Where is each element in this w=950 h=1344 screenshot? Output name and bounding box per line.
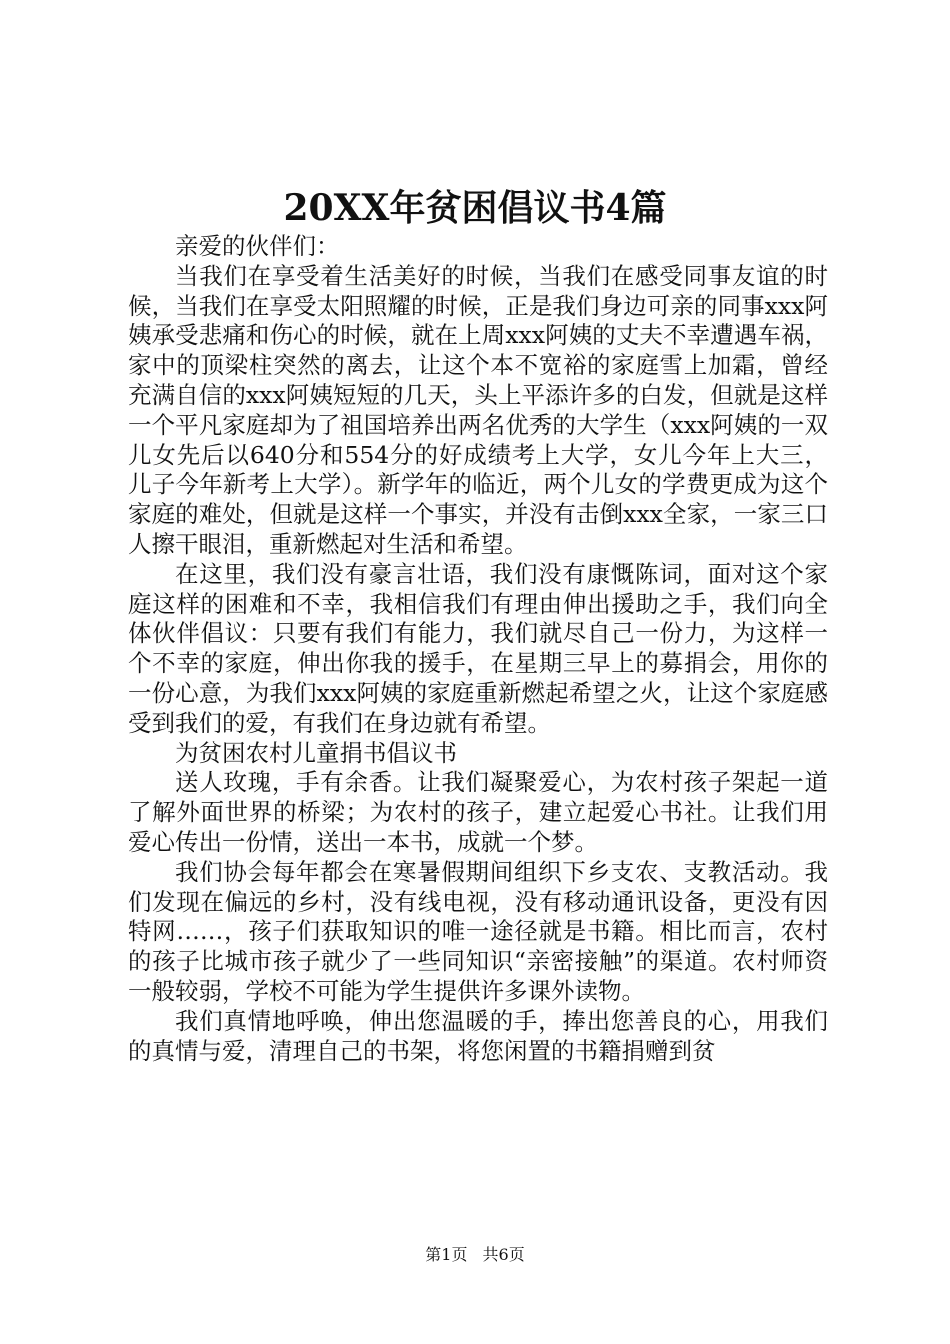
page-footer [0,1244,950,1266]
document-body [128,232,828,1066]
salutation: 亲爱的伙伴们： [175,232,340,260]
paragraph: 在这里，我们没有豪言壮语，我们没有康慨陈词，面对这个家庭这样的困难和不幸，我相信我们有理由伸出援助之手，我们向全体伙伴倡议：只要有我们有能力，我们就尽自己一份力，为这样一个不幸的家庭，伸出你我的援手，在星期三早上的募捐会，用你的一份心意，为我们xxx阿姨的家庭重新燃起希望之火，让这个家庭感受到我们的爱，有我们在身边就有希望。 [128,559,828,737]
page-total: 共6页 [482,1245,525,1264]
paragraph: 我们真情地呼唤，伸出您温暖的手，捧出您善良的心，用我们的真情与爱，清理自己的书架，将您闲置的书籍捐赠到贫 [128,1006,828,1065]
paragraph: 我们协会每年都会在寒暑假期间组织下乡支农、支教活动。我们发现在偏远的乡村，没有线电视，没有移动通讯设备，更没有因特网……，孩子们获取知识的唯一途径就是书籍。相比而言，农村的孩子比城市孩子就少了一些同知识“亲密接触”的渠道。农村师资一般较弱，学校不可能为学生提供许多课外读物。 [128,857,828,1005]
page-number: 第1页 [425,1245,468,1264]
section-heading: 为贫困农村儿童捐书倡议书 [175,738,457,767]
paragraph: 当我们在享受着生活美好的时候，当我们在感受同事友谊的时候，当我们在享受太阳照耀的时候，正是我们身边可亲的同事xxx阿姨承受悲痛和伤心的时候，就在上周xxx阿姨的丈夫不幸遭遇车祸，家中的顶梁柱突然的离去，让这个本不宽裕的家庭雪上加霜，曾经充满自信的xxx阿姨短短的几天，头上平添许多的白发，但就是这样一个平凡家庭却为了祖国培养出两名优秀的大学生（xxx阿姨的一双儿女先后以640分和554分的好成绩考上大学，女儿今年上大三，儿子今年新考上大学）。新学年的临近，两个儿女的学费更成为这个家庭的难处，但就是这样一个事实，并没有击倒xxx全家，一家三口人擦干眼泪，重新燃起对生活和希望。 [128,261,828,558]
document-title: 20XX年贫困倡议书4篇 [283,187,667,229]
paragraph: 送人玫瑰，手有余香。让我们凝聚爱心，为农村孩子架起一道了解外面世界的桥梁；为农村的孩子，建立起爱心书社。让我们用爱心传出一份情，送出一本书，成就一个梦。 [128,768,828,856]
